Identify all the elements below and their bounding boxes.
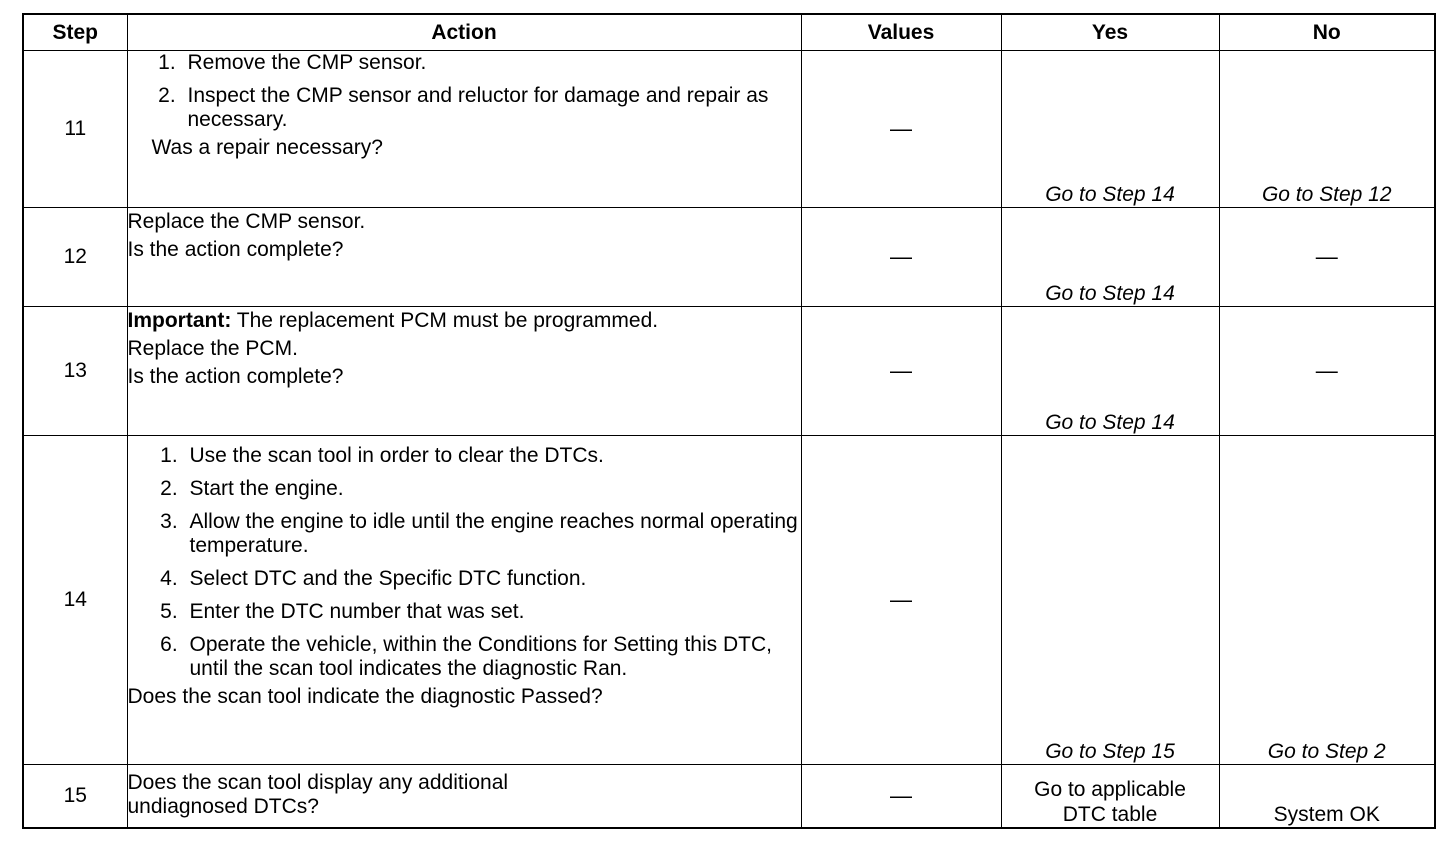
values-cell: — bbox=[801, 765, 1001, 828]
list-item: 1. Remove the CMP sensor. bbox=[182, 51, 801, 75]
action-list bbox=[128, 444, 801, 681]
yes-result: Go to Step 14 bbox=[1045, 183, 1175, 206]
header-step: Step bbox=[23, 14, 127, 51]
table-row-step-13 bbox=[23, 307, 1435, 436]
action-cell bbox=[127, 765, 801, 828]
important-note bbox=[128, 309, 801, 333]
table-row-step-12 bbox=[23, 208, 1435, 307]
action-cell bbox=[127, 436, 801, 765]
yes-result: Go to applicable DTC table bbox=[1034, 777, 1186, 826]
step-number: 13 bbox=[23, 307, 127, 436]
list-item: 5. Enter the DTC number that was set. bbox=[184, 600, 801, 624]
action-text: Replace the CMP sensor. bbox=[127, 210, 366, 233]
yes-cell bbox=[1001, 307, 1219, 436]
no-result: Go to Step 2 bbox=[1267, 740, 1386, 763]
header-row bbox=[23, 14, 1435, 51]
list-item: 2. Start the engine. bbox=[184, 477, 801, 501]
yes-cell bbox=[1001, 208, 1219, 307]
yes-result: Go to Step 14 bbox=[1045, 282, 1175, 305]
action-text: Replace the PCM. bbox=[127, 337, 298, 360]
action-question: Does the scan tool display any additional undiagnosed DTCs? bbox=[127, 771, 509, 818]
values-cell: — bbox=[801, 436, 1001, 765]
diagnostic-table bbox=[22, 13, 1436, 829]
yes-cell bbox=[1001, 51, 1219, 208]
action-question: Is the action complete? bbox=[127, 365, 344, 388]
header-no: No bbox=[1219, 14, 1435, 51]
table-row-step-15 bbox=[23, 765, 1435, 828]
yes-result: Go to Step 14 bbox=[1045, 411, 1175, 434]
table-row-step-11 bbox=[23, 51, 1435, 208]
list-item: 6. Operate the vehicle, within the Conditions for Setting this DTC, until the scan tool indicates the diagnostic Ran. bbox=[184, 633, 801, 681]
no-result: System OK bbox=[1273, 802, 1380, 826]
action-question: Does the scan tool indicate the diagnostic Passed? bbox=[127, 685, 603, 708]
no-cell bbox=[1219, 765, 1435, 828]
list-item: 1. Use the scan tool in order to clear the DTCs. bbox=[184, 444, 801, 468]
action-question: Was a repair necessary? bbox=[151, 136, 383, 159]
step-number: 12 bbox=[23, 208, 127, 307]
values-cell: — bbox=[801, 51, 1001, 208]
important-label: Important: bbox=[127, 309, 232, 332]
yes-cell bbox=[1001, 765, 1219, 828]
action-question: Is the action complete? bbox=[127, 238, 344, 261]
step-number: 14 bbox=[23, 436, 127, 765]
list-item: 2. Inspect the CMP sensor and reluctor for damage and repair as necessary. bbox=[182, 84, 801, 132]
action-cell bbox=[127, 208, 801, 307]
yes-result: Go to Step 15 bbox=[1045, 740, 1175, 763]
no-cell bbox=[1219, 436, 1435, 765]
no-result: Go to Step 12 bbox=[1261, 183, 1392, 206]
list-item: 4. Select DTC and the Specific DTC function. bbox=[184, 567, 801, 591]
action-list bbox=[138, 51, 801, 132]
step-number: 15 bbox=[23, 765, 127, 828]
header-yes: Yes bbox=[1001, 14, 1219, 51]
no-cell bbox=[1219, 51, 1435, 208]
header-values: Values bbox=[801, 14, 1001, 51]
values-cell: — bbox=[801, 307, 1001, 436]
no-cell: — bbox=[1219, 208, 1435, 307]
important-text: The replacement PCM must be programmed. bbox=[231, 309, 659, 332]
table-row-step-14 bbox=[23, 436, 1435, 765]
values-cell: — bbox=[801, 208, 1001, 307]
action-cell bbox=[127, 51, 801, 208]
header-action: Action bbox=[127, 14, 801, 51]
action-cell bbox=[127, 307, 801, 436]
list-item: 3. Allow the engine to idle until the engine reaches normal operating temperature. bbox=[184, 510, 801, 558]
step-number: 11 bbox=[23, 51, 127, 208]
yes-cell bbox=[1001, 436, 1219, 765]
no-cell: — bbox=[1219, 307, 1435, 436]
